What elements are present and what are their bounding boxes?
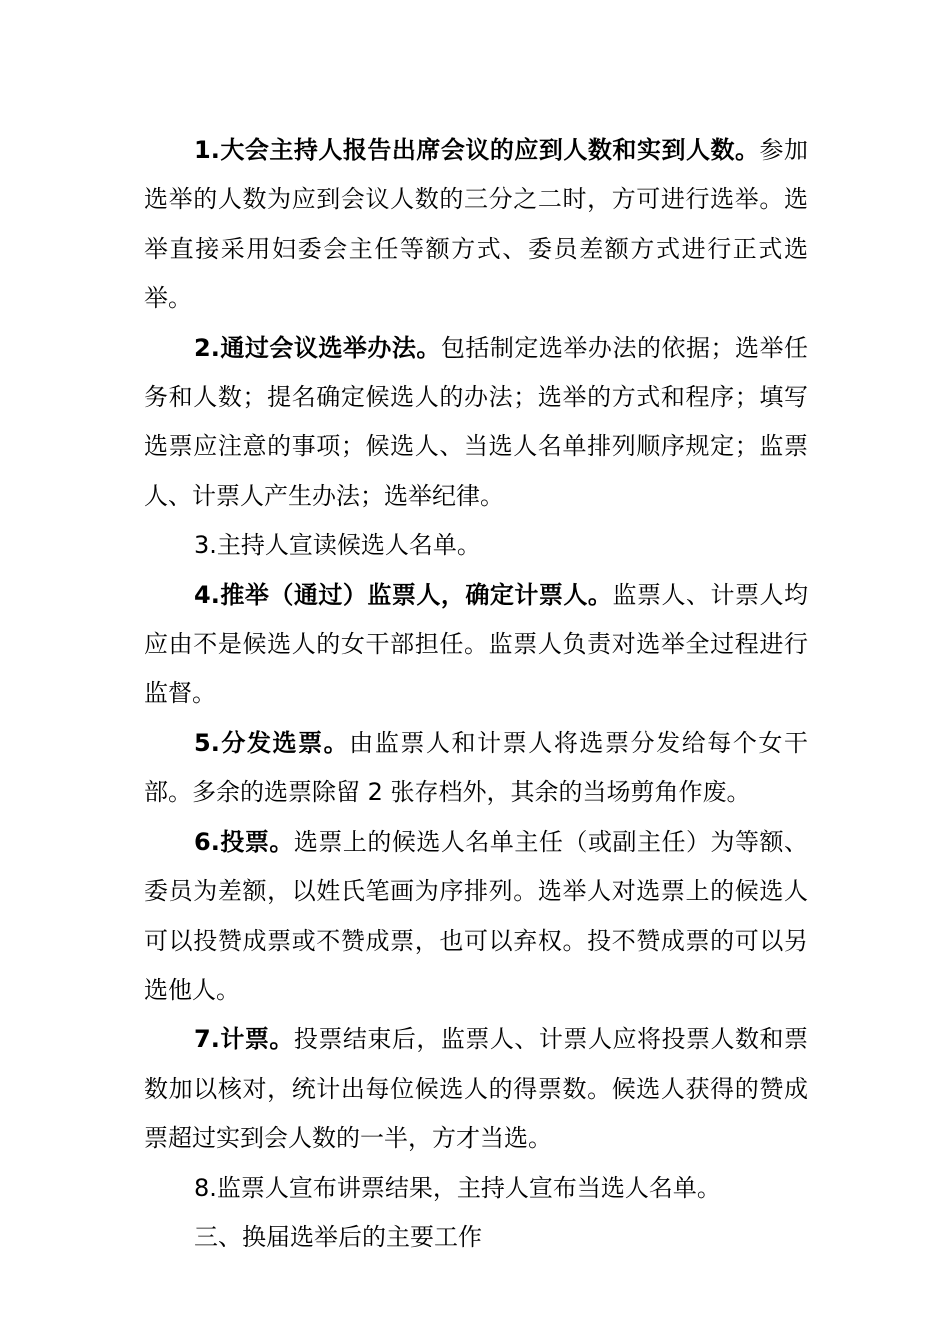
paragraph-7 <box>144 1015 808 1163</box>
paragraph-3-text: 3.主持人宣读候选人名单。 <box>194 531 481 560</box>
section-heading-text: 三、换届选举后的主要工作 <box>194 1222 482 1251</box>
paragraph-6-lead: 6.投票。 <box>194 827 294 856</box>
paragraph-1-lead: 1.大会主持人报告出席会议的应到人数和实到人数。 <box>194 136 760 164</box>
paragraph-1-text: 参加选举的人数为应到会议人数的三分之二时，方可进行选举。选举直接采用妇委会主任等额方式、委员差额方式进行正式选举。 <box>144 136 808 313</box>
paragraph-5-lead: 5.分发选票。 <box>194 728 350 757</box>
paragraph-5-text: 由监票人和计票人将选票分发给每个女干部。多余的选票除留 2 张存档外，其余的当场剪角作废。 <box>144 728 809 807</box>
paragraph-6 <box>144 818 808 1016</box>
paragraph-7-lead: 7.计票。 <box>194 1025 294 1054</box>
paragraph-6-text: 选票上的候选人名单主任（或副主任）为等额、委员为差额，以姓氏笔画为序排列。选举人对选票上的候选人可以投赞成票或不赞成票，也可以弃权。投不赞成票的可以另选他人。 <box>144 827 809 1004</box>
paragraph-8-text: 8.监票人宣布讲票结果，主持人宣布当选人名单。 <box>194 1173 721 1202</box>
paragraph-4-text: 监票人、计票人均应由不是候选人的女干部担任。监票人负责对选举全过程进行监督。 <box>144 580 808 708</box>
section-heading <box>144 1213 808 1262</box>
paragraph-3 <box>144 521 808 570</box>
paragraph-4 <box>144 571 808 719</box>
paragraph-5 <box>144 719 808 818</box>
paragraph-7-text: 投票结束后，监票人、计票人应将投票人数和票数加以核对，统计出每位候选人的得票数。候选人获得的赞成票超过实到会人数的一半，方才当选。 <box>144 1025 809 1153</box>
paragraph-2-lead: 2.通过会议选举办法。 <box>194 333 441 362</box>
paragraph-2 <box>144 324 808 522</box>
paragraph-2-text: 包括制定选举办法的依据；选举任务和人数；提名确定候选人的办法；选举的方式和程序；填写选票应注意的事项；候选人、当选人名单排列顺序规定；监票人、计票人产生办法；选举纪律。 <box>144 333 808 510</box>
paragraph-4-lead: 4.推举（通过）监票人，确定计票人。 <box>194 580 613 609</box>
paragraph-8 <box>144 1164 808 1213</box>
paragraph-1 <box>144 126 808 324</box>
document-body <box>144 126 808 1262</box>
